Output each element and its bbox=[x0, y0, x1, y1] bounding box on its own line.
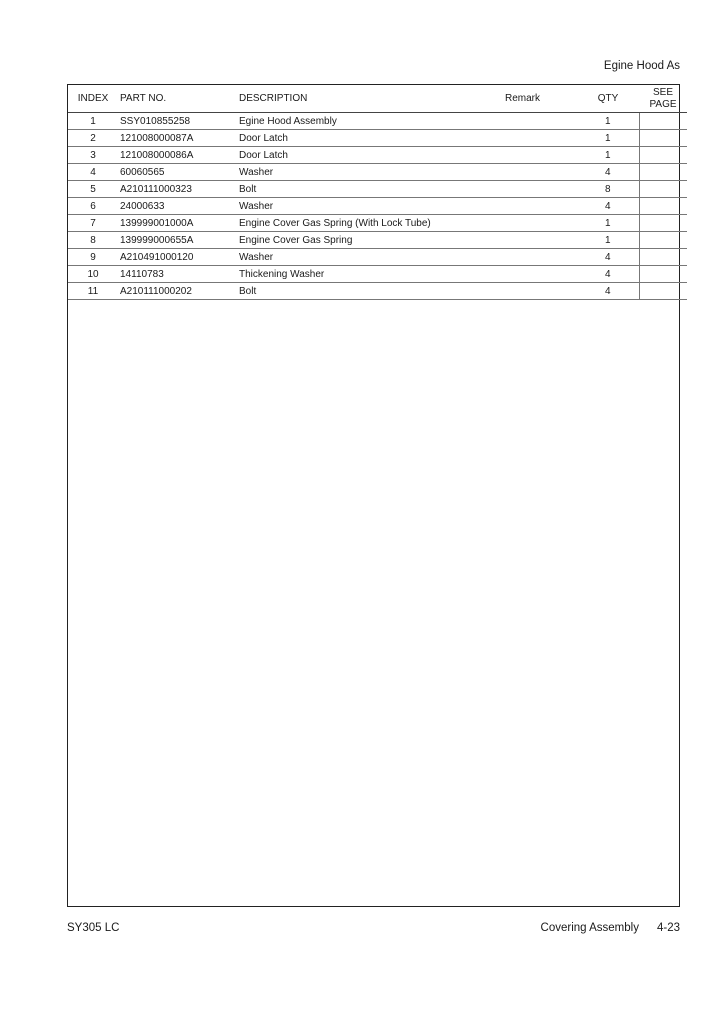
cell-index: 5 bbox=[68, 181, 118, 198]
footer-section: Covering Assembly bbox=[540, 922, 639, 934]
cell-remark bbox=[501, 283, 577, 300]
cell-index: 4 bbox=[68, 164, 118, 181]
cell-part-no: 14110783 bbox=[118, 266, 239, 283]
table-row bbox=[68, 215, 687, 232]
cell-description: Engine Cover Gas Spring (With Lock Tube) bbox=[239, 215, 501, 232]
cell-description: Washer bbox=[239, 164, 501, 181]
cell-qty: 1 bbox=[577, 232, 639, 249]
column-header-remark: Remark bbox=[501, 85, 577, 113]
cell-remark bbox=[501, 113, 577, 130]
cell-see-page bbox=[639, 130, 687, 147]
cell-qty: 4 bbox=[577, 249, 639, 266]
cell-qty: 4 bbox=[577, 266, 639, 283]
table-row bbox=[68, 113, 687, 130]
cell-part-no: A210111000202 bbox=[118, 283, 239, 300]
column-header-part-no: PART NO. bbox=[118, 85, 239, 113]
cell-remark bbox=[501, 266, 577, 283]
footer-right bbox=[541, 922, 680, 934]
cell-remark bbox=[501, 130, 577, 147]
column-header-index: INDEX bbox=[68, 85, 118, 113]
table-row bbox=[68, 164, 687, 181]
cell-qty: 1 bbox=[577, 113, 639, 130]
cell-qty: 4 bbox=[577, 198, 639, 215]
cell-see-page bbox=[639, 164, 687, 181]
footer-page-number: 4-23 bbox=[656, 922, 680, 934]
cell-remark bbox=[501, 147, 577, 164]
cell-index: 11 bbox=[68, 283, 118, 300]
cell-see-page bbox=[639, 198, 687, 215]
page-header-title: Egine Hood As bbox=[603, 60, 680, 72]
cell-part-no: 60060565 bbox=[118, 164, 239, 181]
cell-qty: 4 bbox=[577, 164, 639, 181]
cell-index: 6 bbox=[68, 198, 118, 215]
table-row bbox=[68, 266, 687, 283]
cell-remark bbox=[501, 198, 577, 215]
table-row bbox=[68, 232, 687, 249]
cell-qty: 1 bbox=[577, 215, 639, 232]
cell-qty: 1 bbox=[577, 147, 639, 164]
table-row bbox=[68, 283, 687, 300]
cell-index: 1 bbox=[68, 113, 118, 130]
cell-see-page bbox=[639, 181, 687, 198]
column-header-qty: QTY bbox=[577, 85, 639, 113]
cell-part-no: A210111000323 bbox=[118, 181, 239, 198]
footer-model: SY305 LC bbox=[67, 922, 120, 934]
table-row bbox=[68, 181, 687, 198]
cell-part-no: 24000633 bbox=[118, 198, 239, 215]
table-row bbox=[68, 249, 687, 266]
table-row bbox=[68, 130, 687, 147]
cell-description: Thickening Washer bbox=[239, 266, 501, 283]
cell-index: 10 bbox=[68, 266, 118, 283]
cell-remark bbox=[501, 232, 577, 249]
see-page-line-1: SEE bbox=[652, 86, 673, 98]
cell-description: Washer bbox=[239, 249, 501, 266]
cell-index: 7 bbox=[68, 215, 118, 232]
cell-remark bbox=[501, 215, 577, 232]
cell-remark bbox=[501, 164, 577, 181]
cell-remark bbox=[501, 249, 577, 266]
cell-description: Engine Cover Gas Spring bbox=[239, 232, 501, 249]
table-row bbox=[68, 147, 687, 164]
cell-see-page bbox=[639, 215, 687, 232]
cell-description: Door Latch bbox=[239, 130, 501, 147]
cell-description: Door Latch bbox=[239, 147, 501, 164]
cell-qty: 4 bbox=[577, 283, 639, 300]
cell-qty: 1 bbox=[577, 130, 639, 147]
table-row bbox=[68, 198, 687, 215]
cell-part-no: 121008000087A bbox=[118, 130, 239, 147]
cell-see-page bbox=[639, 113, 687, 130]
cell-see-page bbox=[639, 266, 687, 283]
cell-description: Bolt bbox=[239, 283, 501, 300]
cell-see-page bbox=[639, 232, 687, 249]
cell-qty: 8 bbox=[577, 181, 639, 198]
cell-see-page bbox=[639, 147, 687, 164]
cell-index: 2 bbox=[68, 130, 118, 147]
cell-index: 3 bbox=[68, 147, 118, 164]
cell-part-no: A210491000120 bbox=[118, 249, 239, 266]
cell-index: 9 bbox=[68, 249, 118, 266]
column-header-description: DESCRIPTION bbox=[239, 85, 501, 113]
cell-part-no: SSY010855258 bbox=[118, 113, 239, 130]
parts-table bbox=[68, 85, 687, 300]
cell-see-page bbox=[639, 283, 687, 300]
cell-description: Egine Hood Assembly bbox=[239, 113, 501, 130]
cell-index: 8 bbox=[68, 232, 118, 249]
cell-part-no: 121008000086A bbox=[118, 147, 239, 164]
see-page-line-2: PAGE bbox=[649, 98, 677, 110]
cell-remark bbox=[501, 181, 577, 198]
cell-part-no: 139999000655A bbox=[118, 232, 239, 249]
cell-description: Washer bbox=[239, 198, 501, 215]
parts-list-frame bbox=[67, 84, 680, 907]
cell-description: Bolt bbox=[239, 181, 501, 198]
table-header-row bbox=[68, 85, 687, 113]
cell-part-no: 139999001000A bbox=[118, 215, 239, 232]
cell-see-page bbox=[639, 249, 687, 266]
column-header-see-page bbox=[639, 85, 687, 113]
